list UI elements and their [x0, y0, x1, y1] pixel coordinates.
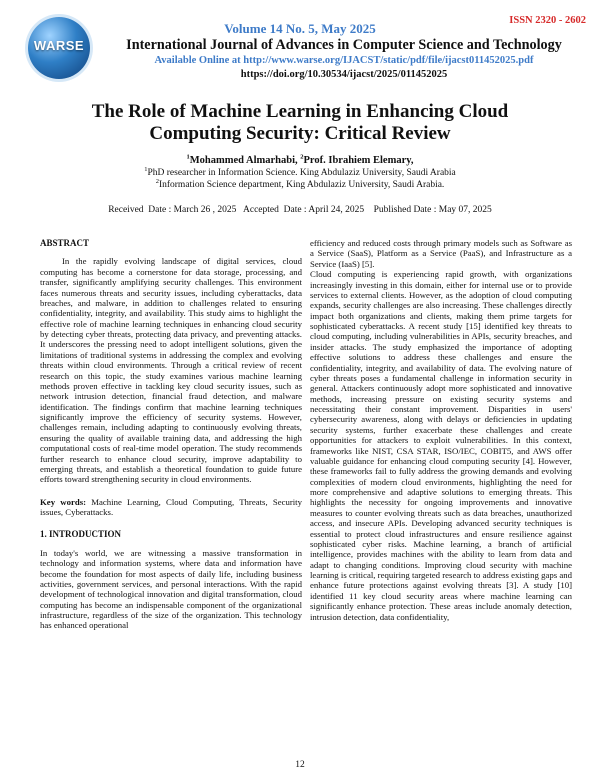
- affiliation-1: [0, 165, 600, 178]
- journal-title: International Journal of Advances in Computer Science and Technology: [126, 37, 562, 53]
- affiliation-2: [0, 177, 600, 190]
- author-1-sup: 1: [186, 153, 190, 161]
- affiliation-1-text: PhD researcher in Information Science. King Abdulaziz University, Saudi Arabia: [147, 168, 456, 178]
- doi-link[interactable]: https://doi.org/10.30534/ijacst/2025/011452025: [240, 69, 448, 80]
- author-1: Mohammed Almarhabi,: [189, 155, 301, 166]
- available-online-link[interactable]: Available Online at http://www.warse.org/IJACST/static/pdf/file/ijacst011452025.pdf: [154, 55, 534, 66]
- abstract-heading: ABSTRACT: [40, 238, 90, 248]
- keywords-text: Machine Learning, Cloud Computing, Threats, Security issues, Cyberattacks.: [40, 496, 302, 517]
- introduction-text: In today's world, we are witnessing a massive transformation in technology and information systems, where data and information have become the foundation for most aspects of daily life, including business activities, government services, and personal interactions. With the rapid development of technological innovation and digital transformation, cloud computing has become an indispensable component of the organizational infrastructure, regardless of the size of the organization. This technology has enhanced operational: [40, 547, 302, 631]
- affiliation-2-sup: 2: [155, 177, 159, 185]
- logo-text: WARSE: [33, 38, 85, 53]
- volume-issue: Volume 14 No. 5, May 2025: [224, 21, 376, 36]
- right-paragraph-2: Cloud computing is experiencing rapid growth, with organizations increasingly investing in this domain, either for internal use or to provide services to external clients. However, as the adoption of cloud computing expands, security challenges are also increasing. These challenges directly impact both organizations and clients, making them prime targets for sophisticated cyberattacks. A recent study [15] identified key threats to cloud computing, including vulnerabilities in APIs, security breaches, and insider attacks. The study emphasized the importance of adopting effective solutions to address these challenges and ensure the confidentiality, integrity, and availability of data. The evolving nature of cyber threats poses a fundamental challenge in information security in general. Attackers continuously adopt more sophisticated and innovative methods, increasing pressure on existing security systems and necessitating their constant improvement. Disparities in users' cybersecurity awareness, along with delays or deficiencies in updating security systems, further exacerbate these challenges and create opportunities for attackers to exploit vulnerabilities. In this context, frameworks like NIST, CSA STAR, ISO/IEC, COBIT5, and AWS offer valuable guidance for enhancing cloud computing security [4]. However, these frameworks fail to fully address the growing demands and evolving complexities of modern cloud environments, highlighting the need for more comprehensive and adaptive solutions to emerging threats. This highlights the necessity for ongoing improvements and innovative measures to counter evolving threats such as data breaches, unauthorized access, and insecure APIs. Developing advanced security techniques is essential to protect cloud infrastructures and ensure resilience against sophisticated cyber risks. Machine learning, a branch of artificial intelligence, provides machines with the ability to learn from data and adapt to changing conditions. Improving cloud security with machine learning is critical, requiring targeted research to address existing gaps and enhance future protections against evolving threats [3]. A study [10] identified 11 key cloud security areas where machine learning can significantly enhance protection. These areas include anomaly detection, intrusion detection, data confidentiality,: [310, 269, 572, 622]
- authors: [0, 155, 600, 166]
- right-paragraph-1: efficiency and reduced costs through primary models such as Software as a Service (SaaS), Platform as a Service (PaaS), and Infrastructure as a Service (IaaS) [5].: [310, 238, 572, 269]
- right-column: [310, 238, 572, 622]
- keywords: [40, 497, 302, 518]
- author-2-sup: 2: [300, 153, 304, 161]
- affiliation-1-sup: 1: [144, 165, 148, 173]
- issn: ISSN 2320 - 2602: [509, 15, 586, 26]
- introduction-heading: 1. INTRODUCTION: [40, 529, 122, 540]
- left-column: [40, 238, 302, 631]
- keywords-label: Key words:: [40, 496, 87, 507]
- abstract-text: In the rapidly evolving landscape of digital services, cloud computing has become a cornerstone for data storage, processing, and transfer, significantly amplifying security challenges. This environment faces numerous threats and security issues, including cyberattacks, data breaches, and malware, in addition to challenges related to ensuring confidentiality, integrity, and availability. This study aims to highlight the effective role of machine learning techniques in enhancing cloud security by detecting cyber threats, protecting data privacy, and preventing attacks. It underscores the pressing need to adopt intelligent solutions, given the limitations of traditional systems in addressing the complex and evolving threats within cloud environments. Through a critical review of recent research on this topic, the study examines various machine learning methods proven effective in tackling key cloud security issues, such as network intrusion detection, financial fraud detection, and malware identification. The findings confirm that machine learning techniques significantly improve the efficiency of security systems. However, challenges remain, including adapting to continuously evolving threats, ensuring the quality of available training data, and addressing the high computational costs of real-time model operation. The study recommends further research to enhance cloud security, improve adaptability to emerging threats, and establish a theoretical foundation to guide future efforts toward strengthening security in cloud environments.: [40, 256, 302, 485]
- publication-dates: Received Date : March 26 , 2025 Accepted Date : April 24, 2025 Published Date : May 07, 2025: [108, 205, 492, 215]
- page-number: 12: [295, 760, 305, 770]
- author-2: Prof. Ibrahiem Elemary,: [303, 155, 414, 166]
- paper-title: The Role of Machine Learning in Enhancing Cloud Computing Security: Critical Review: [91, 101, 509, 144]
- affiliation-2-text: Information Science department, King Abdulaziz University, Saudi Arabia.: [158, 180, 445, 190]
